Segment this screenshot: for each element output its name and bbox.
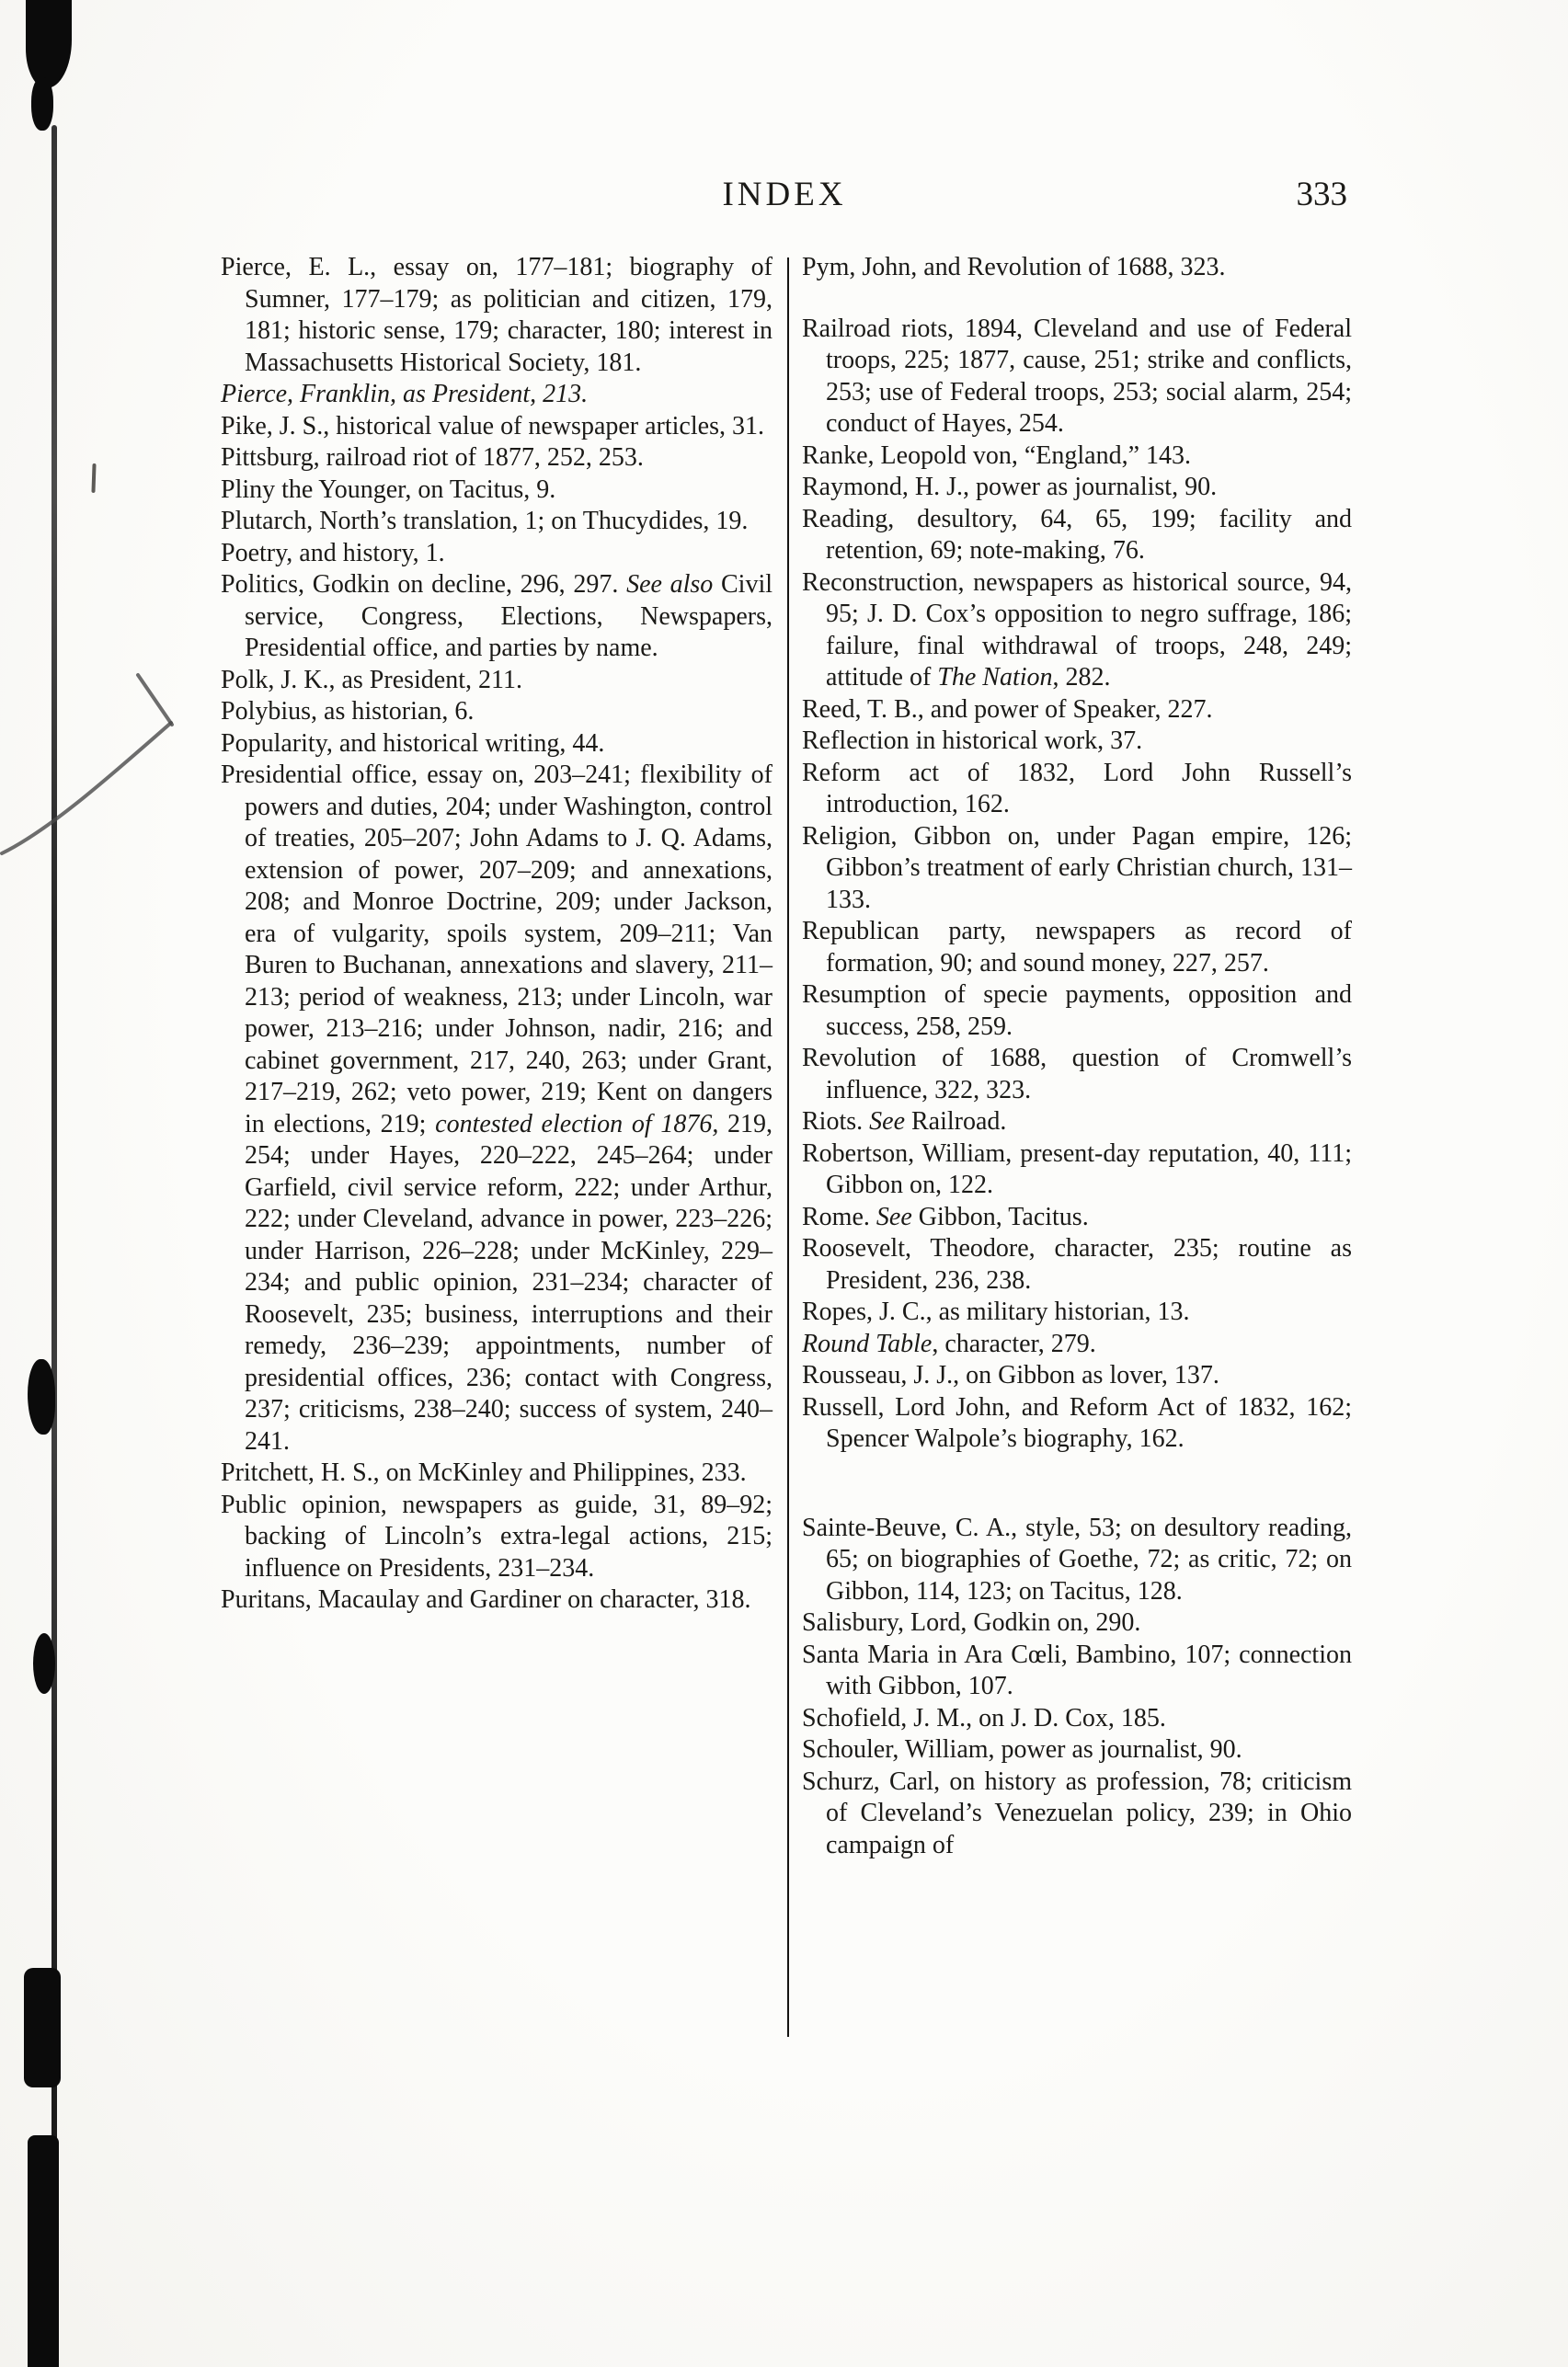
index-entry-text: Railroad. xyxy=(905,1107,1007,1136)
index-entry-text: Polybius, as historian, 6. xyxy=(221,697,475,726)
scan-artifact xyxy=(24,1968,61,2087)
index-entry-text: Pierce, Franklin, as President, 213. xyxy=(221,380,589,408)
index-entry xyxy=(802,1138,1352,1202)
index-entry xyxy=(221,411,773,443)
index-entry xyxy=(221,728,773,760)
index-entry xyxy=(802,1329,1352,1361)
index-entry xyxy=(802,1106,1352,1138)
index-entry-text: Reconstruction, newspapers as historical source, 94, 95; J. D. Cox’s opposition to negro suffrage, 186; failure, final withdrawal of troops, 248, 249; attitude of xyxy=(802,567,1352,692)
index-entry-text: See xyxy=(869,1107,905,1136)
index-entry xyxy=(802,1233,1352,1297)
page-title: INDEX xyxy=(722,176,847,213)
index-entry-text: Civil service, Congress, Elections, Newspapers, Presidential office, and parties by name. xyxy=(245,570,773,662)
index-entry-text: Republican party, newspapers as record of formation, 90; and sound money, 227, 257. xyxy=(802,917,1352,978)
index-entry xyxy=(802,1513,1352,1608)
index-entry-text: Round Table xyxy=(802,1329,933,1358)
index-column-right xyxy=(802,252,1352,1861)
index-entry xyxy=(802,504,1352,567)
index-entry xyxy=(221,1458,773,1490)
index-column-left xyxy=(221,252,773,1617)
index-entry-text: See also xyxy=(626,570,714,599)
index-entry xyxy=(221,569,773,665)
index-entry-text: Schurz, Carl, on history as profession, 78; criticism of Cleveland’s Venezuelan policy, 239; in Ohio campaign of xyxy=(802,1767,1352,1859)
pencil-tick-mark xyxy=(91,463,96,493)
index-entry xyxy=(221,252,773,379)
index-entry-text: Pritchett, H. S., on McKinley and Philippines, 233. xyxy=(221,1458,747,1487)
index-entry-text: Russell, Lord John, and Reform Act of 1832, 162; Spencer Walpole’s biography, 162. xyxy=(802,1392,1352,1453)
scan-artifact xyxy=(31,77,53,131)
index-entry-text: Reed, T. B., and power of Speaker, 227. xyxy=(802,694,1213,724)
index-entry-text: Public opinion, newspapers as guide, 31, 89–92; backing of Lincoln’s extra-legal actions, 215; influence on Presidents, 231–234. xyxy=(221,1490,773,1583)
column-divider xyxy=(787,257,789,2037)
index-entry-text: Puritans, Macaulay and Gardiner on character, 318. xyxy=(221,1585,751,1614)
index-entry xyxy=(802,252,1352,284)
index-entry-text: Popularity, and historical writing, 44. xyxy=(221,728,605,758)
index-entry-text: Pittsburg, railroad riot of 1877, 252, 253. xyxy=(221,443,644,472)
index-entry-text: Santa Maria in Ara Cœli, Bambino, 107; connection with Gibbon, 107. xyxy=(802,1640,1352,1700)
index-entry xyxy=(802,1607,1352,1640)
index-entry xyxy=(802,1360,1352,1392)
index-entry-text: Revolution of 1688, question of Cromwell’s influence, 322, 323. xyxy=(802,1044,1352,1104)
index-entry xyxy=(802,440,1352,473)
index-entry xyxy=(802,472,1352,504)
index-entry xyxy=(802,1392,1352,1456)
scan-artifact xyxy=(33,1633,55,1694)
index-entry xyxy=(221,442,773,475)
pencil-checkmark xyxy=(0,664,184,866)
scan-artifact xyxy=(26,0,72,88)
index-entry-text: Schouler, William, power as journalist, 90. xyxy=(802,1735,1242,1764)
index-entry xyxy=(802,821,1352,917)
scan-artifact xyxy=(28,1359,55,1435)
index-entry xyxy=(802,758,1352,821)
index-entry-text: Polk, J. K., as President, 211. xyxy=(221,665,522,694)
index-entry xyxy=(802,916,1352,979)
index-entry xyxy=(221,1490,773,1585)
index-entry-text: Sainte-Beuve, C. A., style, 53; on desultory reading, 65; on biographies of Goethe, 72; as critic, 72; on Gibbon, 114, 123; on Tacitus, 128. xyxy=(802,1513,1352,1606)
index-entry xyxy=(802,726,1352,758)
index-entry xyxy=(221,760,773,1458)
index-entry xyxy=(802,567,1352,694)
index-entry-text: Pierce, E. L., essay on, 177–181; biography of Sumner, 177–179; as politician and citizen, 179, 181; historic sense, 179; character, 180; interest in Massachusetts Historical Society, 181. xyxy=(221,253,773,377)
index-entry-text: Reading, desultory, 64, 65, 199; facility and retention, 69; note-making, 76. xyxy=(802,504,1352,565)
index-entry-text: Politics, Godkin on decline, 296, 297. xyxy=(221,570,627,599)
index-entry xyxy=(802,694,1352,726)
index-entry-text: The Nation xyxy=(937,663,1053,692)
index-entry xyxy=(802,314,1352,440)
index-entry xyxy=(802,1043,1352,1106)
index-entry-text: Raymond, H. J., power as journalist, 90. xyxy=(802,473,1218,501)
index-entry-text: Plutarch, North’s translation, 1; on Thucydides, 19. xyxy=(221,507,749,535)
index-entry-text: Religion, Gibbon on, under Pagan empire, 126; Gibbon’s treatment of early Christian church, 131–133. xyxy=(802,821,1352,914)
index-entry xyxy=(802,1297,1352,1329)
index-entry-text: Ropes, J. C., as military historian, 13. xyxy=(802,1298,1190,1326)
index-entry xyxy=(802,1734,1352,1767)
index-entry-text: Pym, John, and Revolution of 1688, 323. xyxy=(802,253,1226,281)
index-entry xyxy=(221,506,773,538)
index-entry-text: Resumption of specie payments, opposition and success, 258, 259. xyxy=(802,980,1352,1041)
scan-artifact xyxy=(28,2135,59,2367)
index-entry xyxy=(221,475,773,507)
index-entry xyxy=(802,1767,1352,1862)
index-entry xyxy=(221,1584,773,1617)
index-entry-text: Roosevelt, Theodore, character, 235; routine as President, 236, 238. xyxy=(802,1234,1352,1295)
index-entry-text: Robertson, William, present-day reputation, 40, 111; Gibbon on, 122. xyxy=(802,1138,1352,1199)
index-entry-text: Ranke, Leopold von, “England,” 143. xyxy=(802,440,1192,470)
page-number: 333 xyxy=(1296,176,1347,213)
index-entry-text: See xyxy=(876,1202,912,1231)
index-entry-text: Reflection in historical work, 37. xyxy=(802,726,1143,755)
index-entry-text: Reform act of 1832, Lord John Russell’s introduction, 162. xyxy=(802,758,1352,818)
index-entry xyxy=(221,538,773,570)
index-entry xyxy=(802,1640,1352,1703)
index-entry-text: contested election of 1876, xyxy=(435,1109,719,1138)
index-entry-text: , 282. xyxy=(1052,663,1111,692)
index-entry-text: Pliny the Younger, on Tacitus, 9. xyxy=(221,475,556,504)
index-entry-text: Salisbury, Lord, Godkin on, 290. xyxy=(802,1608,1141,1637)
index-entry-text: Pike, J. S., historical value of newspaper articles, 31. xyxy=(221,411,764,440)
index-entry xyxy=(221,379,773,411)
index-entry xyxy=(802,1202,1352,1234)
index-entry xyxy=(221,696,773,728)
index-entry-text: Gibbon, Tacitus. xyxy=(911,1202,1089,1231)
index-entry-text: Rome. xyxy=(802,1202,876,1231)
index-entry-text: 219, 254; under Hayes, 220–222, 245–264; under Garfield, civil service reform, 222; under Arthur, 222; under Cleveland, advance in power, 223–226; under Harrison, 226–228; under McKinley, 229–234; and public opinion, 231–234; character of Roosevelt, 235; business, interruptions and their remedy, 236–239; appointments, number of presidential offices, 236; contact with Congress, 237; criticisms, 238–240; success of system, 240–241. xyxy=(245,1109,773,1456)
index-entry-text: Rousseau, J. J., on Gibbon as lover, 137. xyxy=(802,1361,1219,1389)
index-entry-text: Railroad riots, 1894, Cleveland and use of Federal troops, 225; 1877, cause, 251; strike and conflicts, 253; use of Federal troops, 253; social alarm, 254; conduct of Hayes, 254. xyxy=(802,314,1352,438)
index-entry-text: Schofield, J. M., on J. D. Cox, 185. xyxy=(802,1703,1166,1732)
index-entry-text: , character, 279. xyxy=(932,1329,1096,1358)
index-entry xyxy=(802,1703,1352,1735)
index-entry xyxy=(802,979,1352,1043)
index-entry-text: Poetry, and history, 1. xyxy=(221,538,445,567)
index-entry xyxy=(221,665,773,697)
index-entry-text: Riots. xyxy=(802,1107,870,1136)
index-entry-text: Presidential office, essay on, 203–241; flexibility of powers and duties, 204; under Washington, control of treaties, 205–207; John Adams to J. Q. Adams, extension of power, 207–209; and annexations, 208; and Monroe Doctrine, 209; under Jackson, era of vulgarity, spoils system, 209–211; Van Buren to Buchanan, annexations and slavery, 211–213; period of weakness, 213; under Lincoln, war power, 213–216; under Johnson, nadir, 216; and cabinet government, 217, 240, 263; under Grant, 217–219, 262; veto power, 219; Kent on dangers in elections, 219; xyxy=(221,760,773,1138)
